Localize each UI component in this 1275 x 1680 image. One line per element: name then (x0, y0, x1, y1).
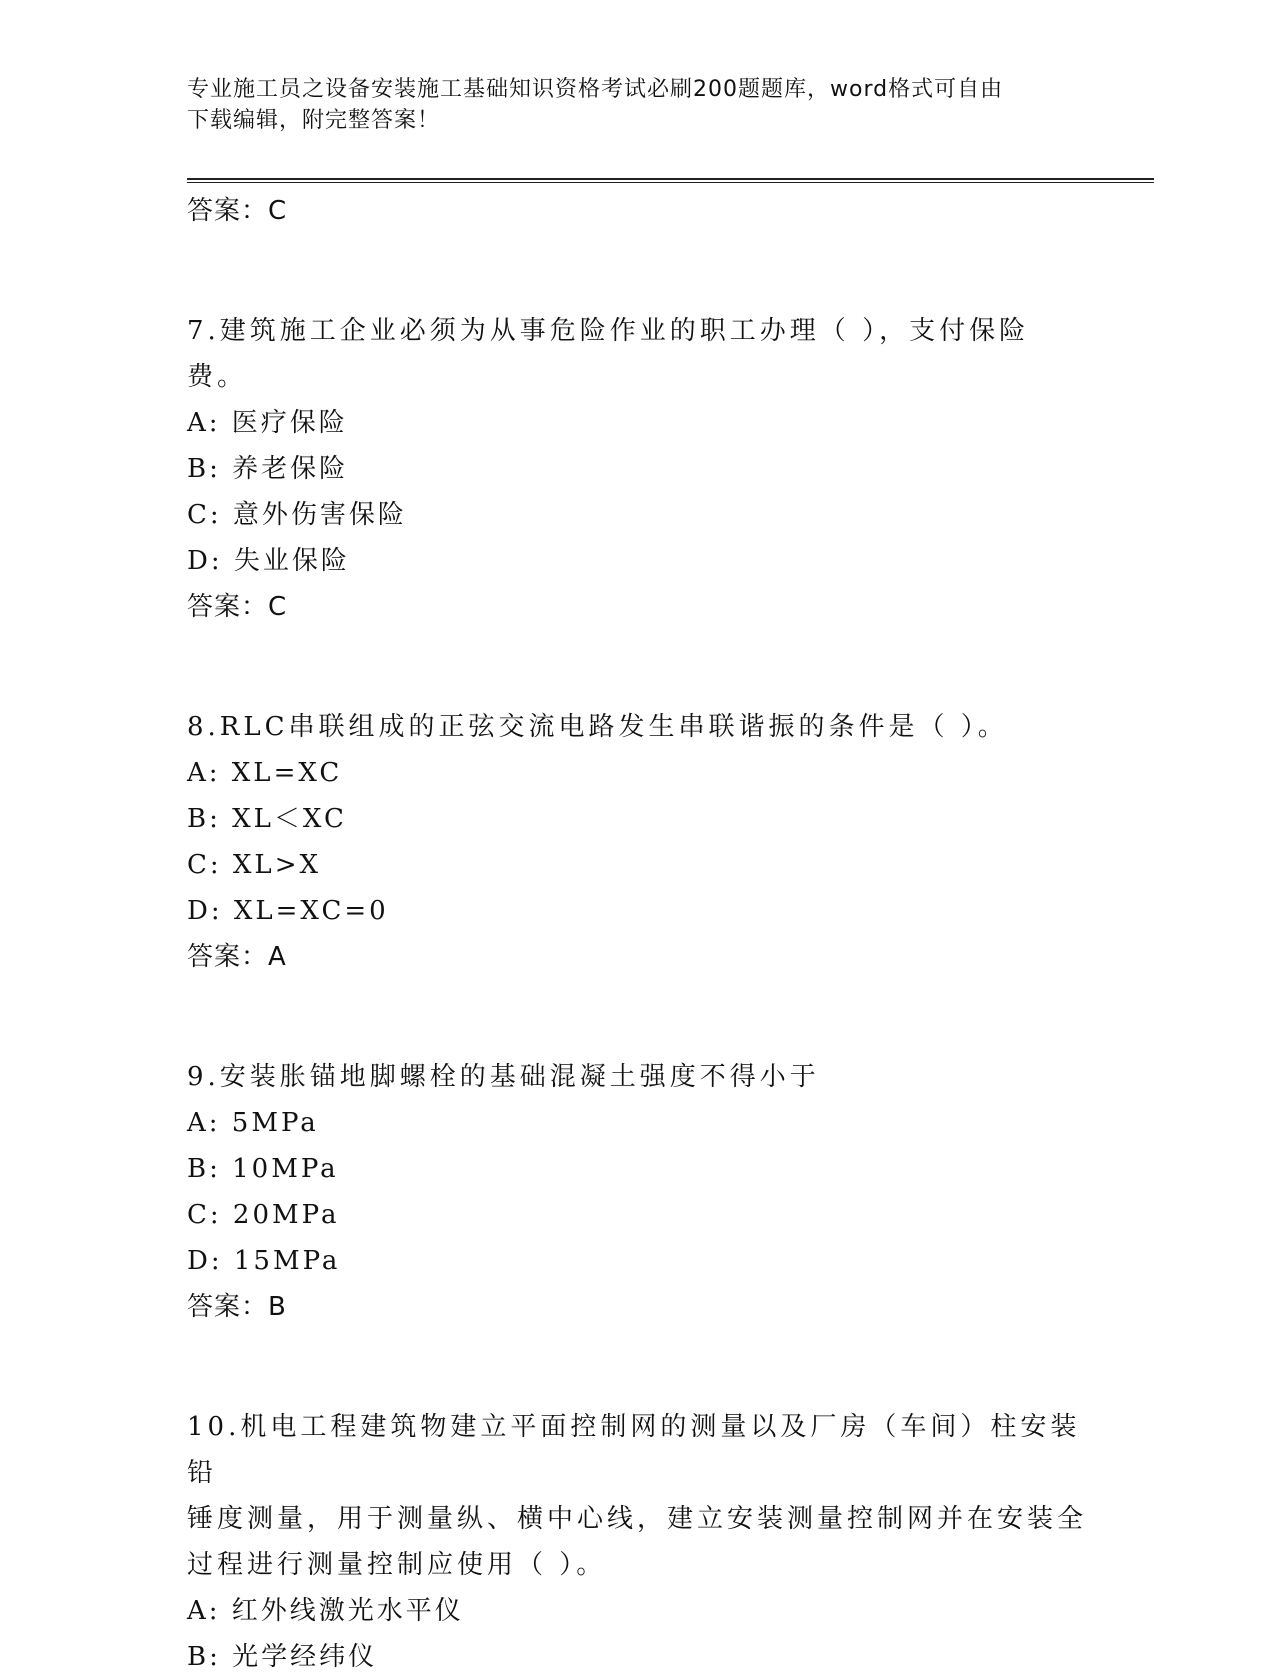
header-divider (187, 178, 1154, 183)
answer-line: 答案：B (187, 1292, 287, 1322)
question-stem-line-2: 锤度测量，用于测量纵、横中心线，建立安装测量控制网并在安装全 (187, 1504, 1088, 1534)
question-10 (187, 1404, 1087, 1680)
answer-line: 答案：A (187, 942, 287, 972)
option-c: C: XL>X (187, 850, 321, 880)
option-b: B: 光学经纬仪 (187, 1642, 378, 1672)
question-stem: 8.RLC串联组成的正弦交流电路发生串联谐振的条件是（ ）。 (187, 712, 1008, 742)
document-body (187, 188, 1087, 1680)
option-c: C: 20MPa (187, 1200, 340, 1230)
option-a: A: 医疗保险 (187, 408, 348, 438)
question-stem-line-1: 10.机电工程建筑物建立平面控制网的测量以及厂房（车间）柱安装铅 (187, 1412, 1081, 1488)
question-stem: 9.安装胀锚地脚螺栓的基础混凝土强度不得小于 (187, 1062, 820, 1092)
answer-line: 答案：C (187, 196, 288, 226)
option-a: A: 红外线激光水平仪 (187, 1596, 464, 1626)
option-b: B: XL＜XC (187, 804, 347, 834)
option-b: B: 养老保险 (187, 454, 349, 484)
question-stem: 7.建筑施工企业必须为从事危险作业的职工办理（ ），支付保险费。 (187, 316, 1030, 392)
header-line-1: 专业施工员之设备安装施工基础知识资格考试必刷200题题库，word格式可自由 (187, 77, 1004, 102)
option-a: A: XL=XC (187, 758, 343, 788)
question-stem-line-3: 过程进行测量控制应使用（ ）。 (187, 1550, 607, 1580)
option-b: B: 10MPa (187, 1154, 339, 1184)
question-9 (187, 1054, 1087, 1330)
header-line-2: 下载编辑，附完整答案！ (187, 108, 441, 133)
option-d: D: 15MPa (187, 1246, 341, 1276)
page-header (187, 74, 1087, 136)
answer-line: 答案：C (187, 592, 288, 622)
option-d: D: XL=XC=0 (187, 896, 389, 926)
option-c: C: 意外伤害保险 (187, 500, 407, 530)
question-8 (187, 704, 1087, 980)
option-d: D: 失业保险 (187, 546, 350, 576)
option-a: A: 5MPa (187, 1108, 319, 1138)
question-7 (187, 308, 1087, 630)
